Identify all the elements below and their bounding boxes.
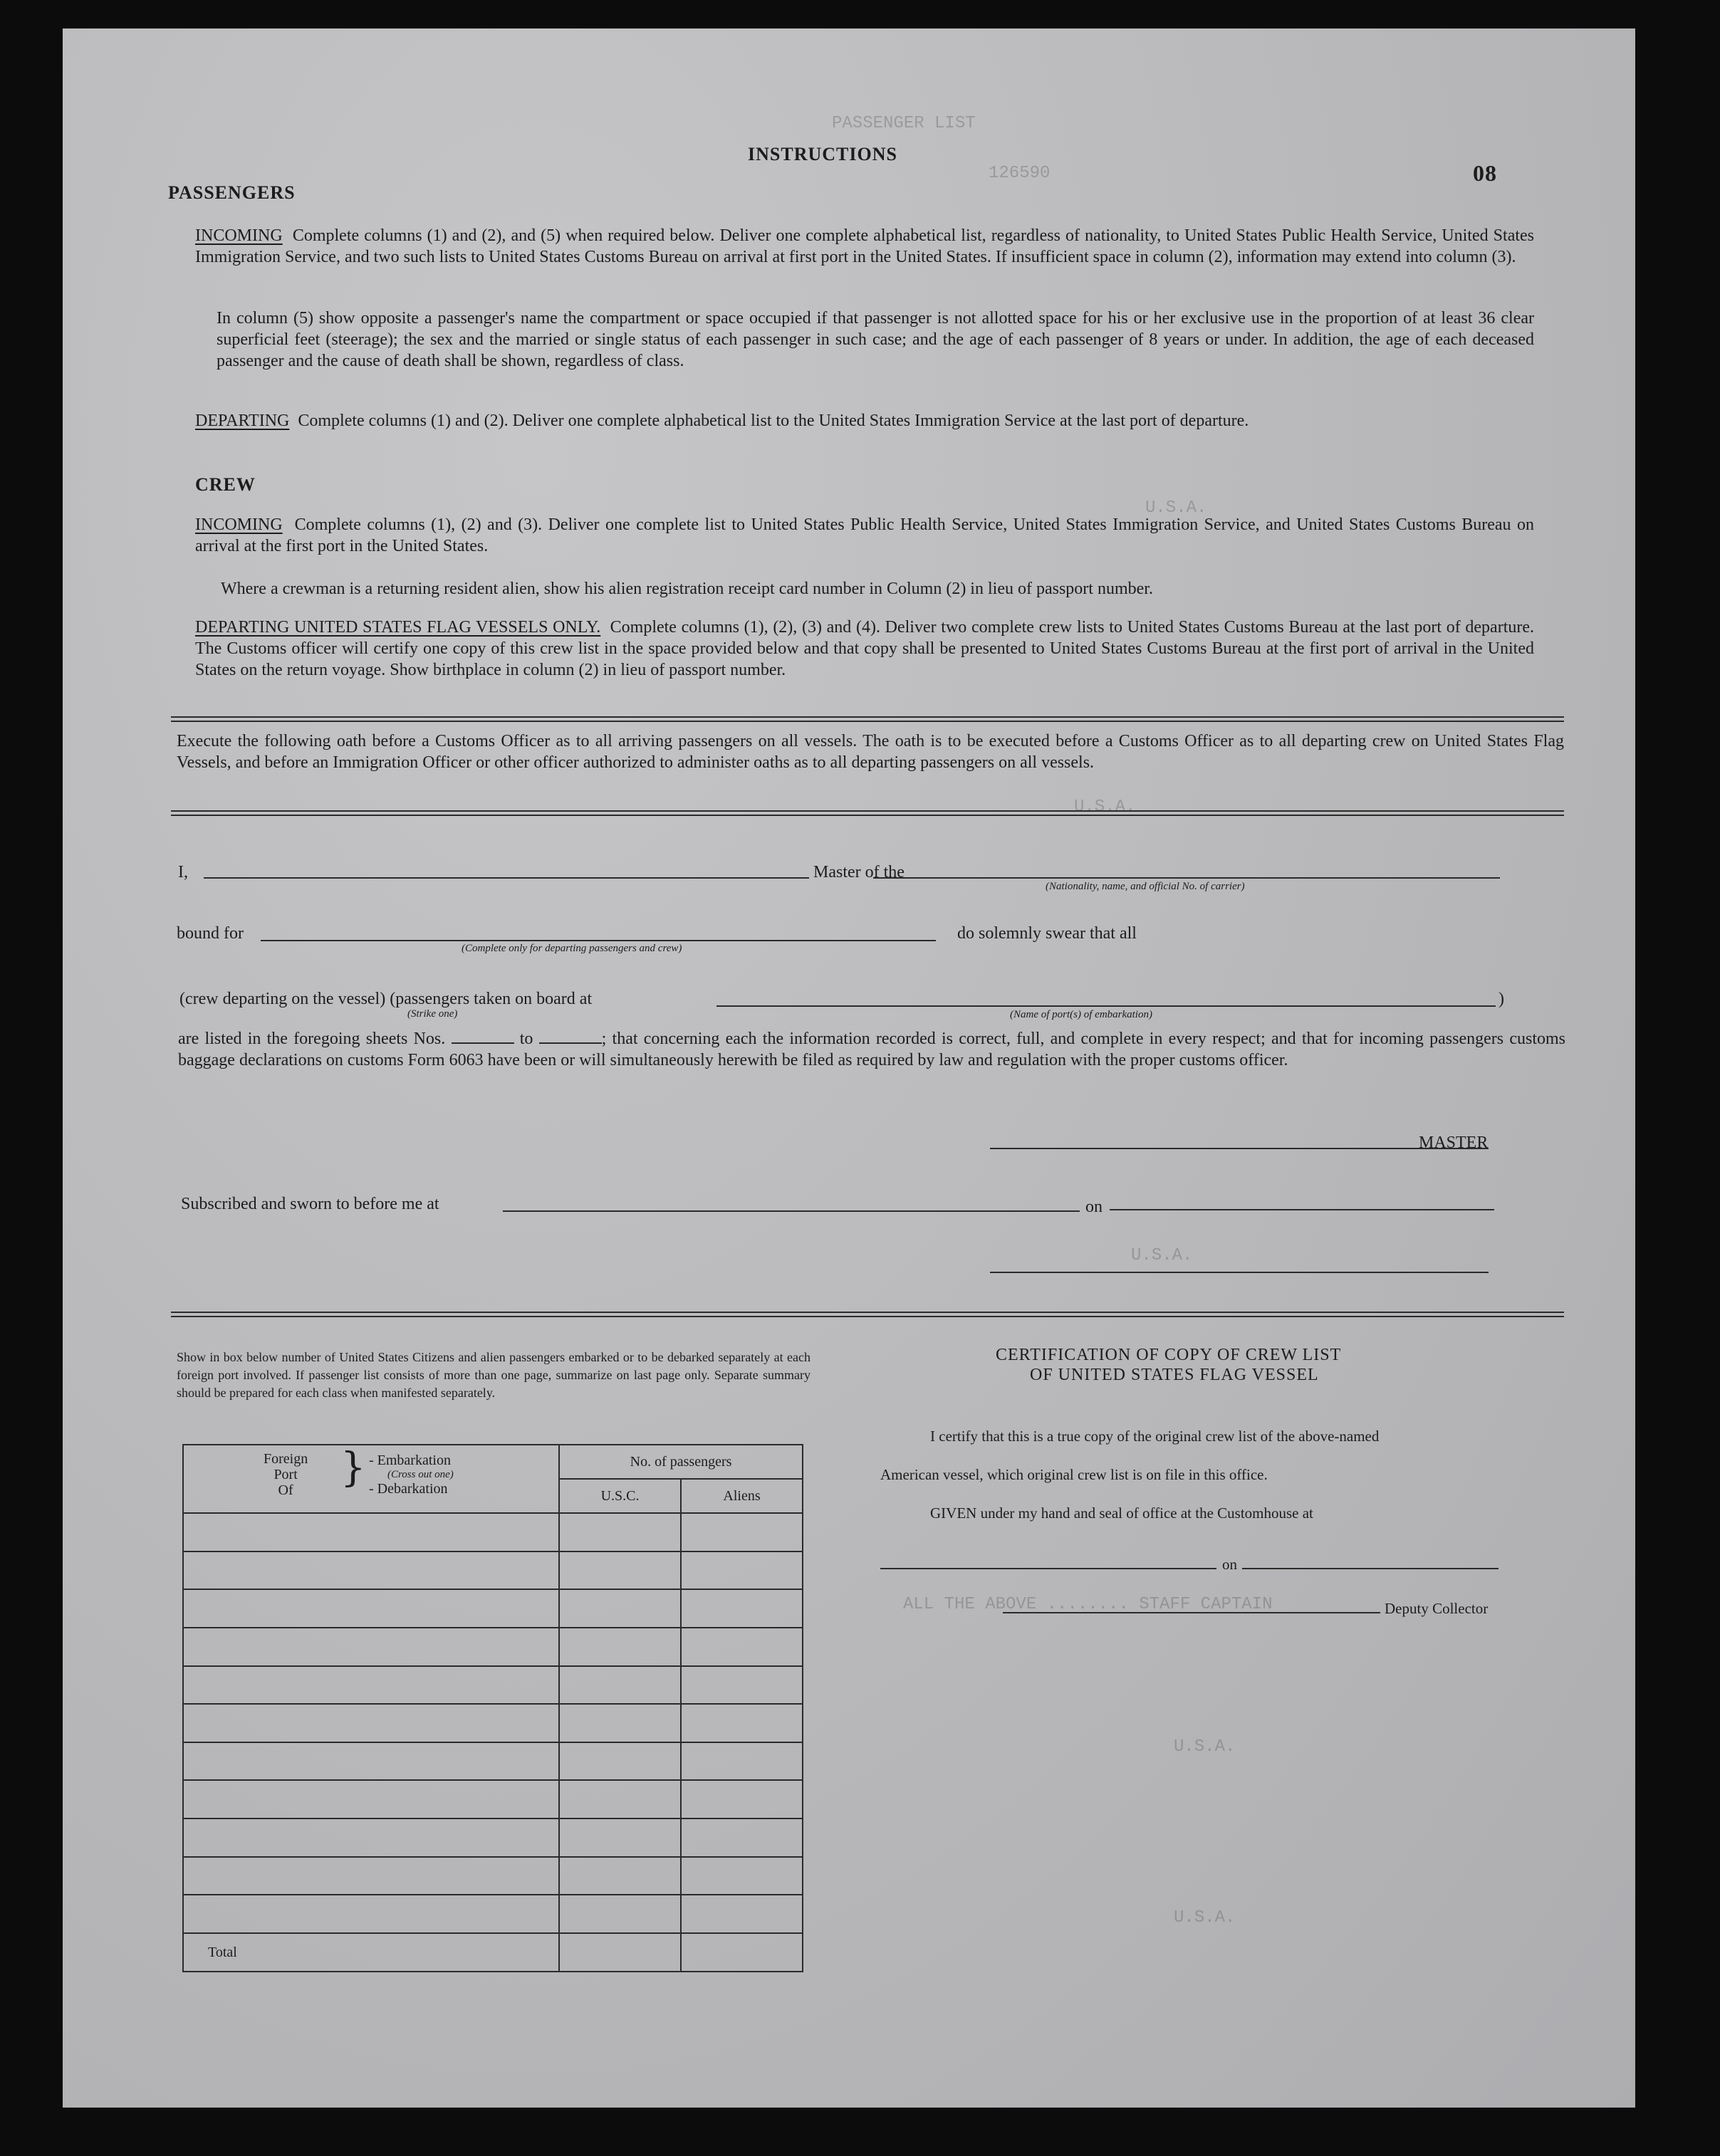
bound-for-note: (Complete only for departing passengers and crew) — [462, 943, 682, 954]
bleed-through-text: ALL THE ABOVE ........ STAFF CAPTAIN — [903, 1595, 1273, 1614]
crew-incoming-text: Complete columns (1), (2) and (3). Deliver one complete list to United States Public Health Service, United States Immigration Service, and United States Customs Bureau on arrival at the first port in the United States. — [195, 516, 1535, 555]
crew-departing-label: DEPARTING UNITED STATES FLAG VESSELS ONLY. — [195, 618, 601, 637]
deputy-collector-label: Deputy Collector — [1385, 1600, 1489, 1617]
incoming-text: Complete columns (1) and (2), and (5) when required below. Deliver one complete alphabetical list, regardless of nationality, to United States Public Health Service, United States Immigration Service, and two such lists to United States Customs Bureau on arrival at first port in the United States. If insufficient space in column (2), information may extend into column (3). — [195, 226, 1535, 266]
column5-paragraph: In column (5) show opposite a passenger's name the compartment or space occupied if that passenger is not allotted space for his or her exclusive use in the proportion of at least 36 clear superficial feet (steerage); the sex and the married or single status of each passenger in such case; and the age of each passenger of 8 years or under. In addition, the age of each deceased passenger and the cause of death shall be shown, regardless of class. — [217, 309, 1534, 370]
instructions-title: INSTRUCTIONS — [748, 144, 897, 164]
oath-intro: Execute the following oath before a Customs Officer as to all arriving passengers on all vessels. The oath is to be executed before a Customs Officer as to all departing crew on United States Flag Vessels, and before an Immigration Officer or other officer authorized to administer oaths as to all departing passengers on all vessels. — [177, 732, 1564, 772]
bleed-through-text: U.S.A. — [1174, 1737, 1236, 1757]
usc-cell[interactable] — [559, 1589, 681, 1628]
port-cell[interactable] — [183, 1513, 559, 1551]
master-of-label: Master of the — [813, 863, 905, 881]
bleed-through-text: 126590 — [989, 164, 1051, 183]
cert-on-label: on — [1222, 1556, 1237, 1573]
officer-signature-line[interactable] — [990, 1272, 1489, 1273]
bleed-through-text: PASSENGER LIST — [832, 114, 976, 133]
crew-heading: CREW — [195, 474, 256, 495]
divider — [171, 1312, 1564, 1317]
summary-note: Show in box below number of United States Citizens and alien passengers embarked or to be debarked separately at each foreign port involved. If passenger list consists of more than one page, summarize on last page only. Separate summary should be prepared for each class when manifested separately. — [177, 1350, 811, 1400]
subscribed-on-label: on — [1085, 1198, 1103, 1216]
bound-for-line[interactable] — [261, 940, 936, 941]
oath-body — [178, 1028, 1565, 1071]
aliens-cell[interactable] — [681, 1704, 803, 1742]
deputy-signature-line[interactable] — [1003, 1612, 1380, 1613]
total-aliens-cell[interactable] — [681, 1933, 803, 1972]
departing-label: DEPARTING — [195, 412, 290, 430]
of-label: Of — [278, 1482, 293, 1498]
close-paren: ) — [1499, 990, 1504, 1008]
port-cell[interactable] — [183, 1628, 559, 1666]
listed-text-a: are listed in the foregoing sheets Nos. — [178, 1030, 446, 1048]
aliens-header: Aliens — [681, 1479, 803, 1513]
port-cell[interactable] — [183, 1551, 559, 1590]
usc-cell[interactable] — [559, 1513, 681, 1551]
usc-cell[interactable] — [559, 1780, 681, 1819]
strike-note: (Strike one) — [407, 1008, 458, 1020]
port-label: Port — [273, 1467, 298, 1482]
foreign-label: Foreign — [264, 1451, 308, 1467]
port-cell[interactable] — [183, 1819, 559, 1857]
port-cell[interactable] — [183, 1780, 559, 1819]
total-label: Total — [183, 1933, 559, 1972]
subscribed-label: Subscribed and sworn to before me at — [181, 1195, 439, 1213]
subscribed-place-line[interactable] — [503, 1210, 1080, 1212]
aliens-cell[interactable] — [681, 1513, 803, 1551]
aliens-cell[interactable] — [681, 1666, 803, 1705]
bound-for-label: bound for — [177, 924, 244, 943]
port-line[interactable] — [716, 1005, 1496, 1007]
usc-cell[interactable] — [559, 1628, 681, 1666]
passenger-summary-table — [182, 1444, 803, 1972]
aliens-cell[interactable] — [681, 1551, 803, 1590]
usc-cell[interactable] — [559, 1666, 681, 1705]
cert-place-line[interactable] — [880, 1568, 1216, 1569]
master-label: MASTER — [1419, 1134, 1489, 1152]
cert-date-line[interactable] — [1242, 1568, 1499, 1569]
crew-departing-text: (crew departing on the vessel) (passengers taken on board at — [179, 990, 593, 1008]
divider — [171, 716, 1564, 722]
port-cell[interactable] — [183, 1895, 559, 1933]
usc-cell[interactable] — [559, 1704, 681, 1742]
subscribed-date-line[interactable] — [1110, 1209, 1494, 1210]
divider — [171, 810, 1564, 816]
port-cell[interactable] — [183, 1666, 559, 1705]
cert-line-2: American vessel, which original crew list is on file in this office. — [880, 1466, 1268, 1483]
port-cell[interactable] — [183, 1857, 559, 1895]
swear-text: do solemnly swear that all — [957, 924, 1137, 943]
aliens-cell[interactable] — [681, 1819, 803, 1857]
cross-out-note: (Cross out one) — [387, 1469, 454, 1480]
crew-departing-paragraph — [195, 617, 1534, 681]
aliens-cell[interactable] — [681, 1628, 803, 1666]
port-note: (Name of port(s) of embarkation) — [1010, 1009, 1152, 1020]
cert-line-3: GIVEN under my hand and seal of office at the Customhouse at — [930, 1505, 1313, 1522]
embarkation-label: - Embarkation — [369, 1453, 451, 1468]
carrier-line[interactable] — [873, 877, 1500, 879]
crew-departing-text: Complete columns (1), (2), (3) and (4). Deliver two complete crew lists to United States Customs Bureau at the last port of departure. The Customs officer will certify one copy of this crew list in the space provided below and that copy shall be presented to United States Customs Bureau at the first port of arrival in the United States on the return voyage. Show birthplace in column (2) in lieu of passport number. — [195, 618, 1535, 679]
aliens-cell[interactable] — [681, 1780, 803, 1819]
usc-cell[interactable] — [559, 1551, 681, 1590]
page-number: 08 — [1473, 160, 1497, 186]
passengers-incoming-paragraph — [195, 225, 1534, 268]
usc-cell[interactable] — [559, 1742, 681, 1781]
debarkation-label: - Debarkation — [369, 1481, 448, 1497]
crewman-paragraph: Where a crewman is a returning resident alien, show his alien registration receipt card number in Column (2) in lieu of passport number. — [221, 580, 1153, 598]
crew-incoming-label: INCOMING — [195, 516, 283, 534]
usc-cell[interactable] — [559, 1857, 681, 1895]
foreign-port-header — [183, 1445, 559, 1513]
aliens-cell[interactable] — [681, 1857, 803, 1895]
sheet-to-blank[interactable] — [539, 1030, 602, 1044]
passengers-departing-paragraph — [195, 410, 1534, 431]
crew-incoming-paragraph — [195, 514, 1534, 557]
bleed-through-text: U.S.A. — [1145, 498, 1207, 518]
bleed-through-text: U.S.A. — [1131, 1246, 1193, 1265]
oath-i-label: I, — [178, 863, 188, 881]
bleed-through-text: U.S.A. — [1174, 1908, 1236, 1927]
cert-line-1: I certify that this is a true copy of the original crew list of the above-named — [930, 1428, 1380, 1445]
cert-title-2: OF UNITED STATES FLAG VESSEL — [1030, 1366, 1319, 1384]
incoming-label: INCOMING — [195, 226, 283, 245]
port-cell[interactable] — [183, 1589, 559, 1628]
listed-text-b: ; that concerning each the information recorded is correct, full, and complete in every respect; and that for incoming passengers customs baggage declarations on customs Form 6063 have been or will simultaneously herewith be filed as required by law and regulation with the proper customs officer. — [178, 1030, 1566, 1069]
aliens-cell[interactable] — [681, 1742, 803, 1781]
no-passengers-header: No. of passengers — [559, 1445, 803, 1479]
master-signature-line[interactable] — [990, 1148, 1489, 1149]
usc-cell[interactable] — [559, 1819, 681, 1857]
total-usc-cell[interactable] — [559, 1933, 681, 1972]
brace-icon: } — [340, 1445, 366, 1491]
master-name-line[interactable] — [204, 877, 809, 879]
cert-title-1: CERTIFICATION OF COPY OF CREW LIST — [996, 1346, 1342, 1364]
usc-header: U.S.C. — [559, 1479, 681, 1513]
usc-cell[interactable] — [559, 1895, 681, 1933]
document-page — [63, 28, 1635, 2108]
departing-text: Complete columns (1) and (2). Deliver one complete alphabetical list to the United States Immigration Service at the last port of departure. — [298, 412, 1249, 430]
passengers-heading: PASSENGERS — [168, 182, 296, 203]
listed-to: to — [519, 1030, 533, 1048]
sheet-from-blank[interactable] — [452, 1030, 514, 1044]
bleed-through-text: U.S.A. — [1074, 797, 1136, 817]
port-cell[interactable] — [183, 1704, 559, 1742]
port-cell[interactable] — [183, 1742, 559, 1781]
aliens-cell[interactable] — [681, 1895, 803, 1933]
aliens-cell[interactable] — [681, 1589, 803, 1628]
carrier-note: (Nationality, name, and official No. of carrier) — [1046, 881, 1245, 892]
